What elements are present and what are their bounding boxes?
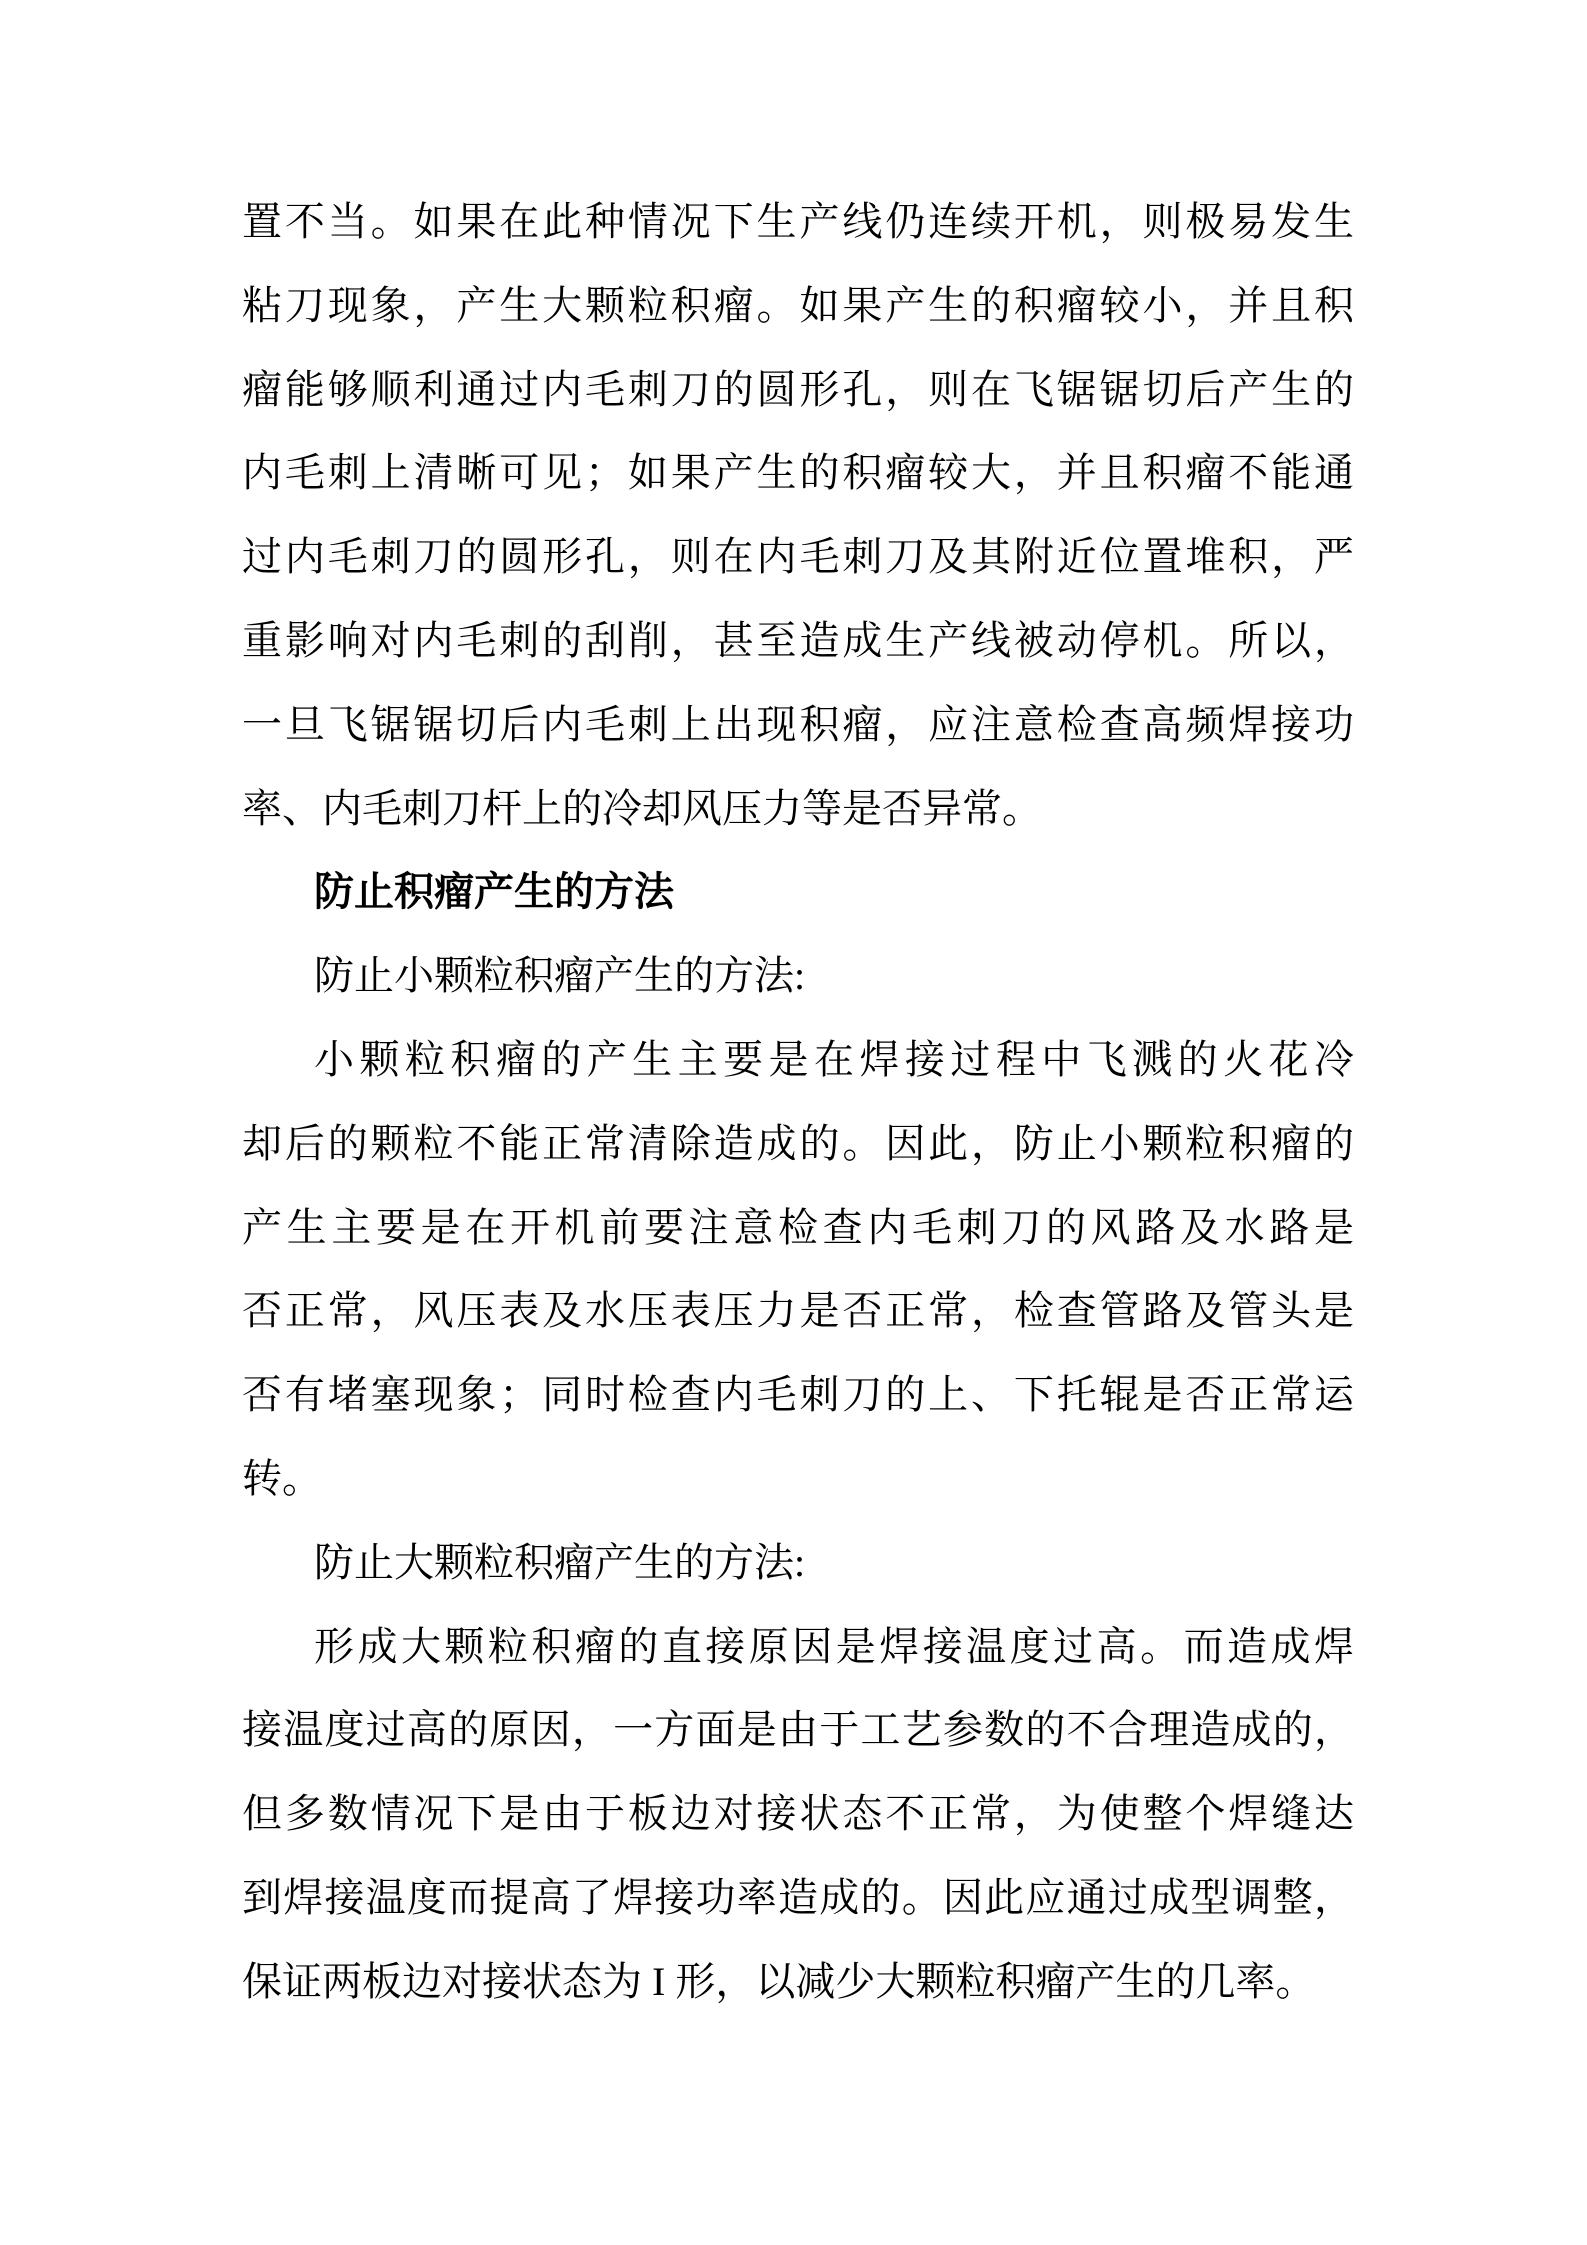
text-line: 率、内毛刺刀杆上的冷却风压力等是否异常。 — [242, 785, 1042, 831]
text-line: 瘤能够顺利通过内毛刺刀的圆形孔，则在飞锯锯切后产生的 — [242, 366, 1354, 412]
text-line: 否正常，风压表及水压表压力是否正常，检查管路及管头是 — [242, 1288, 1354, 1334]
text-line: 到焊接温度而提高了焊接功率造成的。因此应通过成型调整， — [242, 1874, 1354, 1920]
text-line: 过内毛刺刀的圆形孔，则在内毛刺刀及其附近位置堆积，严 — [242, 534, 1354, 580]
text-line: 小颗粒积瘤的产生主要是在焊接过程中飞溅的火花冷 — [314, 1036, 1354, 1082]
text-line: 接温度过高的原因，一方面是由于工艺参数的不合理造成的， — [242, 1707, 1354, 1753]
text-line: 防止小颗粒积瘤产生的方法: — [314, 953, 806, 999]
text-line: 保证两板边对接状态为 I 形，以减少大颗粒积瘤产生的几率。 — [242, 1958, 1316, 2004]
text-line: 却后的颗粒不能正常清除造成的。因此，防止小颗粒积瘤的 — [242, 1120, 1354, 1166]
text-line: 形成大颗粒积瘤的直接原因是焊接温度过高。而造成焊 — [314, 1623, 1354, 1669]
text-line: 转。 — [242, 1455, 322, 1501]
text-line: 置不当。如果在此种情况下生产线仍连续开机，则极易发生 — [242, 199, 1354, 244]
text-line: 防止大颗粒积瘤产生的方法: — [314, 1539, 806, 1585]
text-line: 一旦飞锯锯切后内毛刺上出现积瘤，应注意检查高频焊接功 — [242, 701, 1354, 747]
text-line: 粘刀现象，产生大颗粒积瘤。如果产生的积瘤较小，并且积 — [242, 282, 1354, 328]
section-heading: 防止积瘤产生的方法 — [314, 869, 674, 915]
text-line: 内毛刺上清晰可见；如果产生的积瘤较大，并且积瘤不能通 — [242, 450, 1354, 496]
document-body — [242, 180, 1354, 2024]
text-line: 重影响对内毛刺的刮削，甚至造成生产线被动停机。所以， — [242, 617, 1354, 663]
text-line: 否有堵塞现象；同时检查内毛刺刀的上、下托辊是否正常运 — [242, 1372, 1354, 1418]
text-line: 但多数情况下是由于板边对接状态不正常，为使整个焊缝达 — [242, 1791, 1354, 1837]
text-line: 产生主要是在开机前要注意检查内毛刺刀的风路及水路是 — [242, 1204, 1354, 1250]
